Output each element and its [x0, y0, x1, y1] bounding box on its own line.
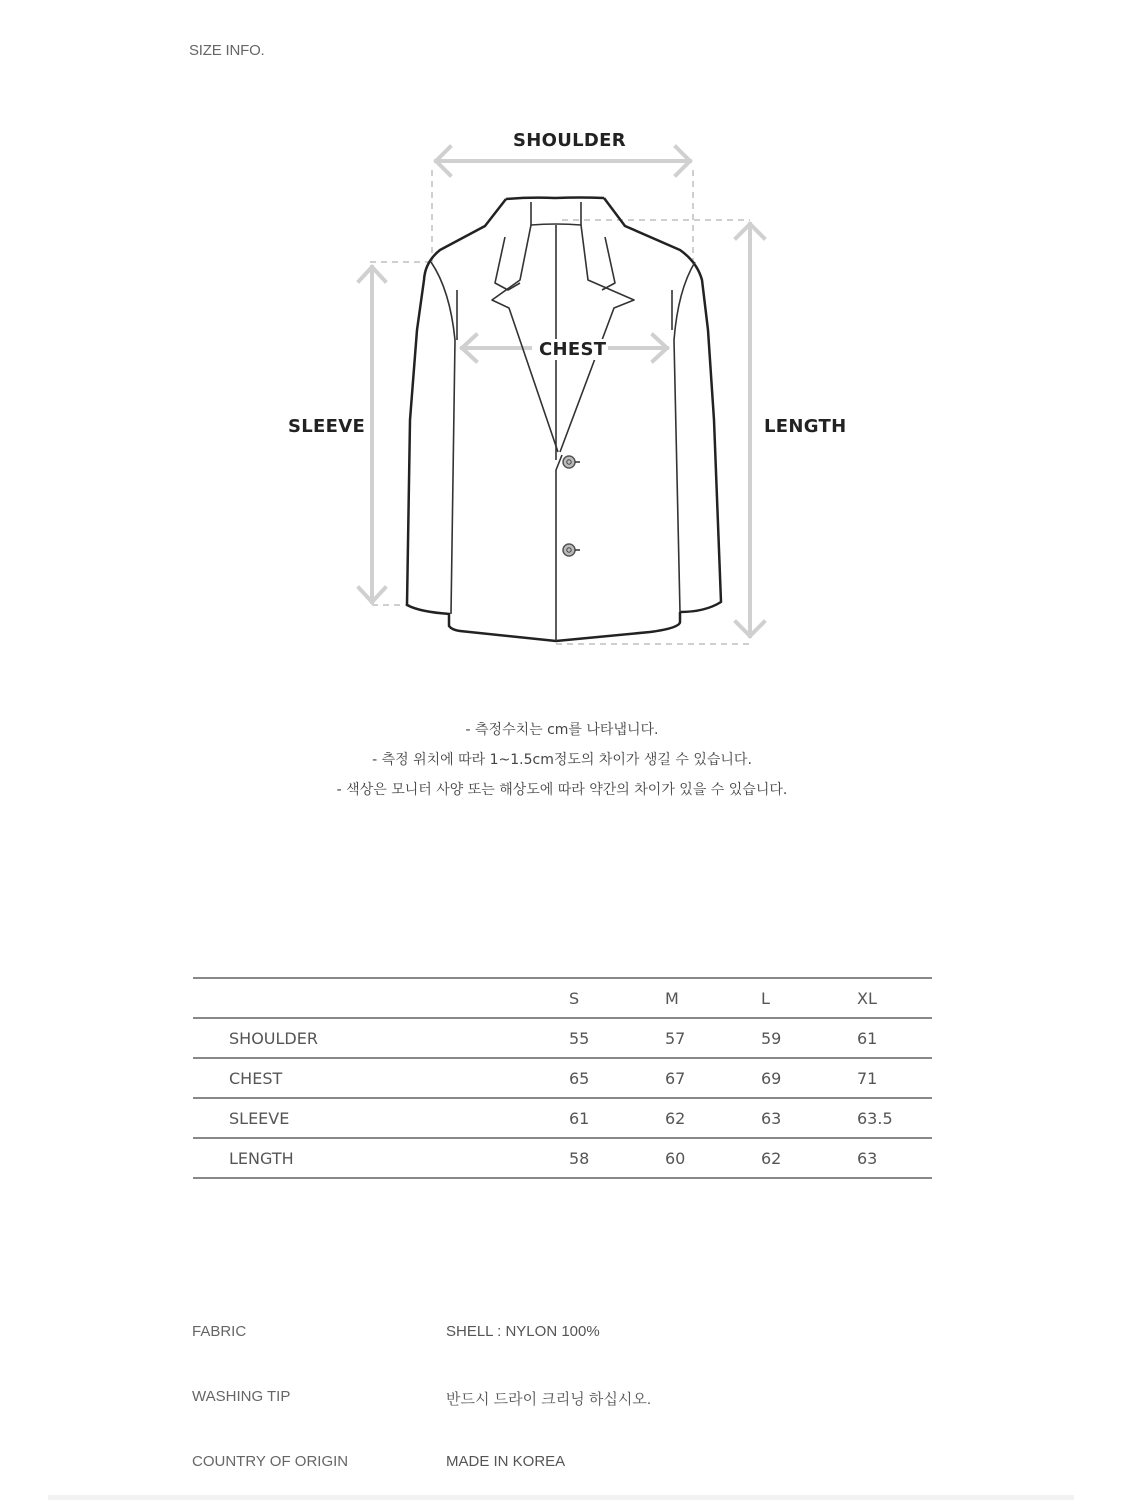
table-cell: 58 — [569, 1138, 665, 1178]
table-cell: 71 — [857, 1058, 932, 1098]
info-key: COUNTRY OF ORIGIN — [192, 1453, 349, 1470]
info-value: SHELL : NYLON 100% — [446, 1323, 600, 1340]
row-label: SLEEVE — [193, 1098, 569, 1138]
info-value: 반드시 드라이 크리닝 하십시오. — [446, 1391, 652, 1408]
table-header-cell — [193, 978, 569, 1018]
chest-label: CHEST — [539, 339, 607, 360]
table-cell: 62 — [665, 1098, 761, 1138]
table-cell: 60 — [665, 1138, 761, 1178]
table-cell: 61 — [857, 1018, 932, 1058]
section-title: SIZE INFO. — [189, 42, 265, 59]
measurement-notes — [0, 715, 1124, 805]
row-label: LENGTH — [193, 1138, 569, 1178]
table-cell: 57 — [665, 1018, 761, 1058]
table-row — [193, 1058, 932, 1098]
shoulder-label: SHOULDER — [513, 130, 626, 151]
button-icon — [563, 456, 580, 556]
table-header-cell: XL — [857, 978, 932, 1018]
info-value: MADE IN KOREA — [446, 1453, 566, 1470]
info-key: WASHING TIP — [192, 1388, 291, 1405]
length-label: LENGTH — [764, 416, 847, 437]
table-cell: 65 — [569, 1058, 665, 1098]
table-header-cell: L — [761, 978, 857, 1018]
table-header-row — [193, 978, 932, 1018]
table-cell: 63.5 — [857, 1098, 932, 1138]
table-row — [193, 1138, 932, 1178]
note-line: - 측정 위치에 따라 1~1.5cm정도의 차이가 생길 수 있습니다. — [372, 752, 752, 768]
table-cell: 63 — [857, 1138, 932, 1178]
table-cell: 63 — [761, 1098, 857, 1138]
note-line: - 측정수치는 cm를 나타냅니다. — [465, 722, 659, 738]
table-cell: 62 — [761, 1138, 857, 1178]
note-line: - 색상은 모니터 사양 또는 해상도에 따라 약간의 차이가 있을 수 있습니다. — [336, 782, 788, 798]
table-cell: 61 — [569, 1098, 665, 1138]
footer-divider — [48, 1495, 1074, 1500]
table-row — [193, 1098, 932, 1138]
row-label: SHOULDER — [193, 1018, 569, 1058]
sleeve-label: SLEEVE — [288, 416, 366, 437]
table-row — [193, 1018, 932, 1058]
size-diagram — [0, 0, 1124, 700]
table-cell: 67 — [665, 1058, 761, 1098]
table-cell: 69 — [761, 1058, 857, 1098]
row-label: CHEST — [193, 1058, 569, 1098]
info-key: FABRIC — [192, 1323, 247, 1340]
table-cell: 59 — [761, 1018, 857, 1058]
table-cell: 55 — [569, 1018, 665, 1058]
table-header-cell: S — [569, 978, 665, 1018]
size-table — [193, 977, 932, 1179]
table-header-cell: M — [665, 978, 761, 1018]
